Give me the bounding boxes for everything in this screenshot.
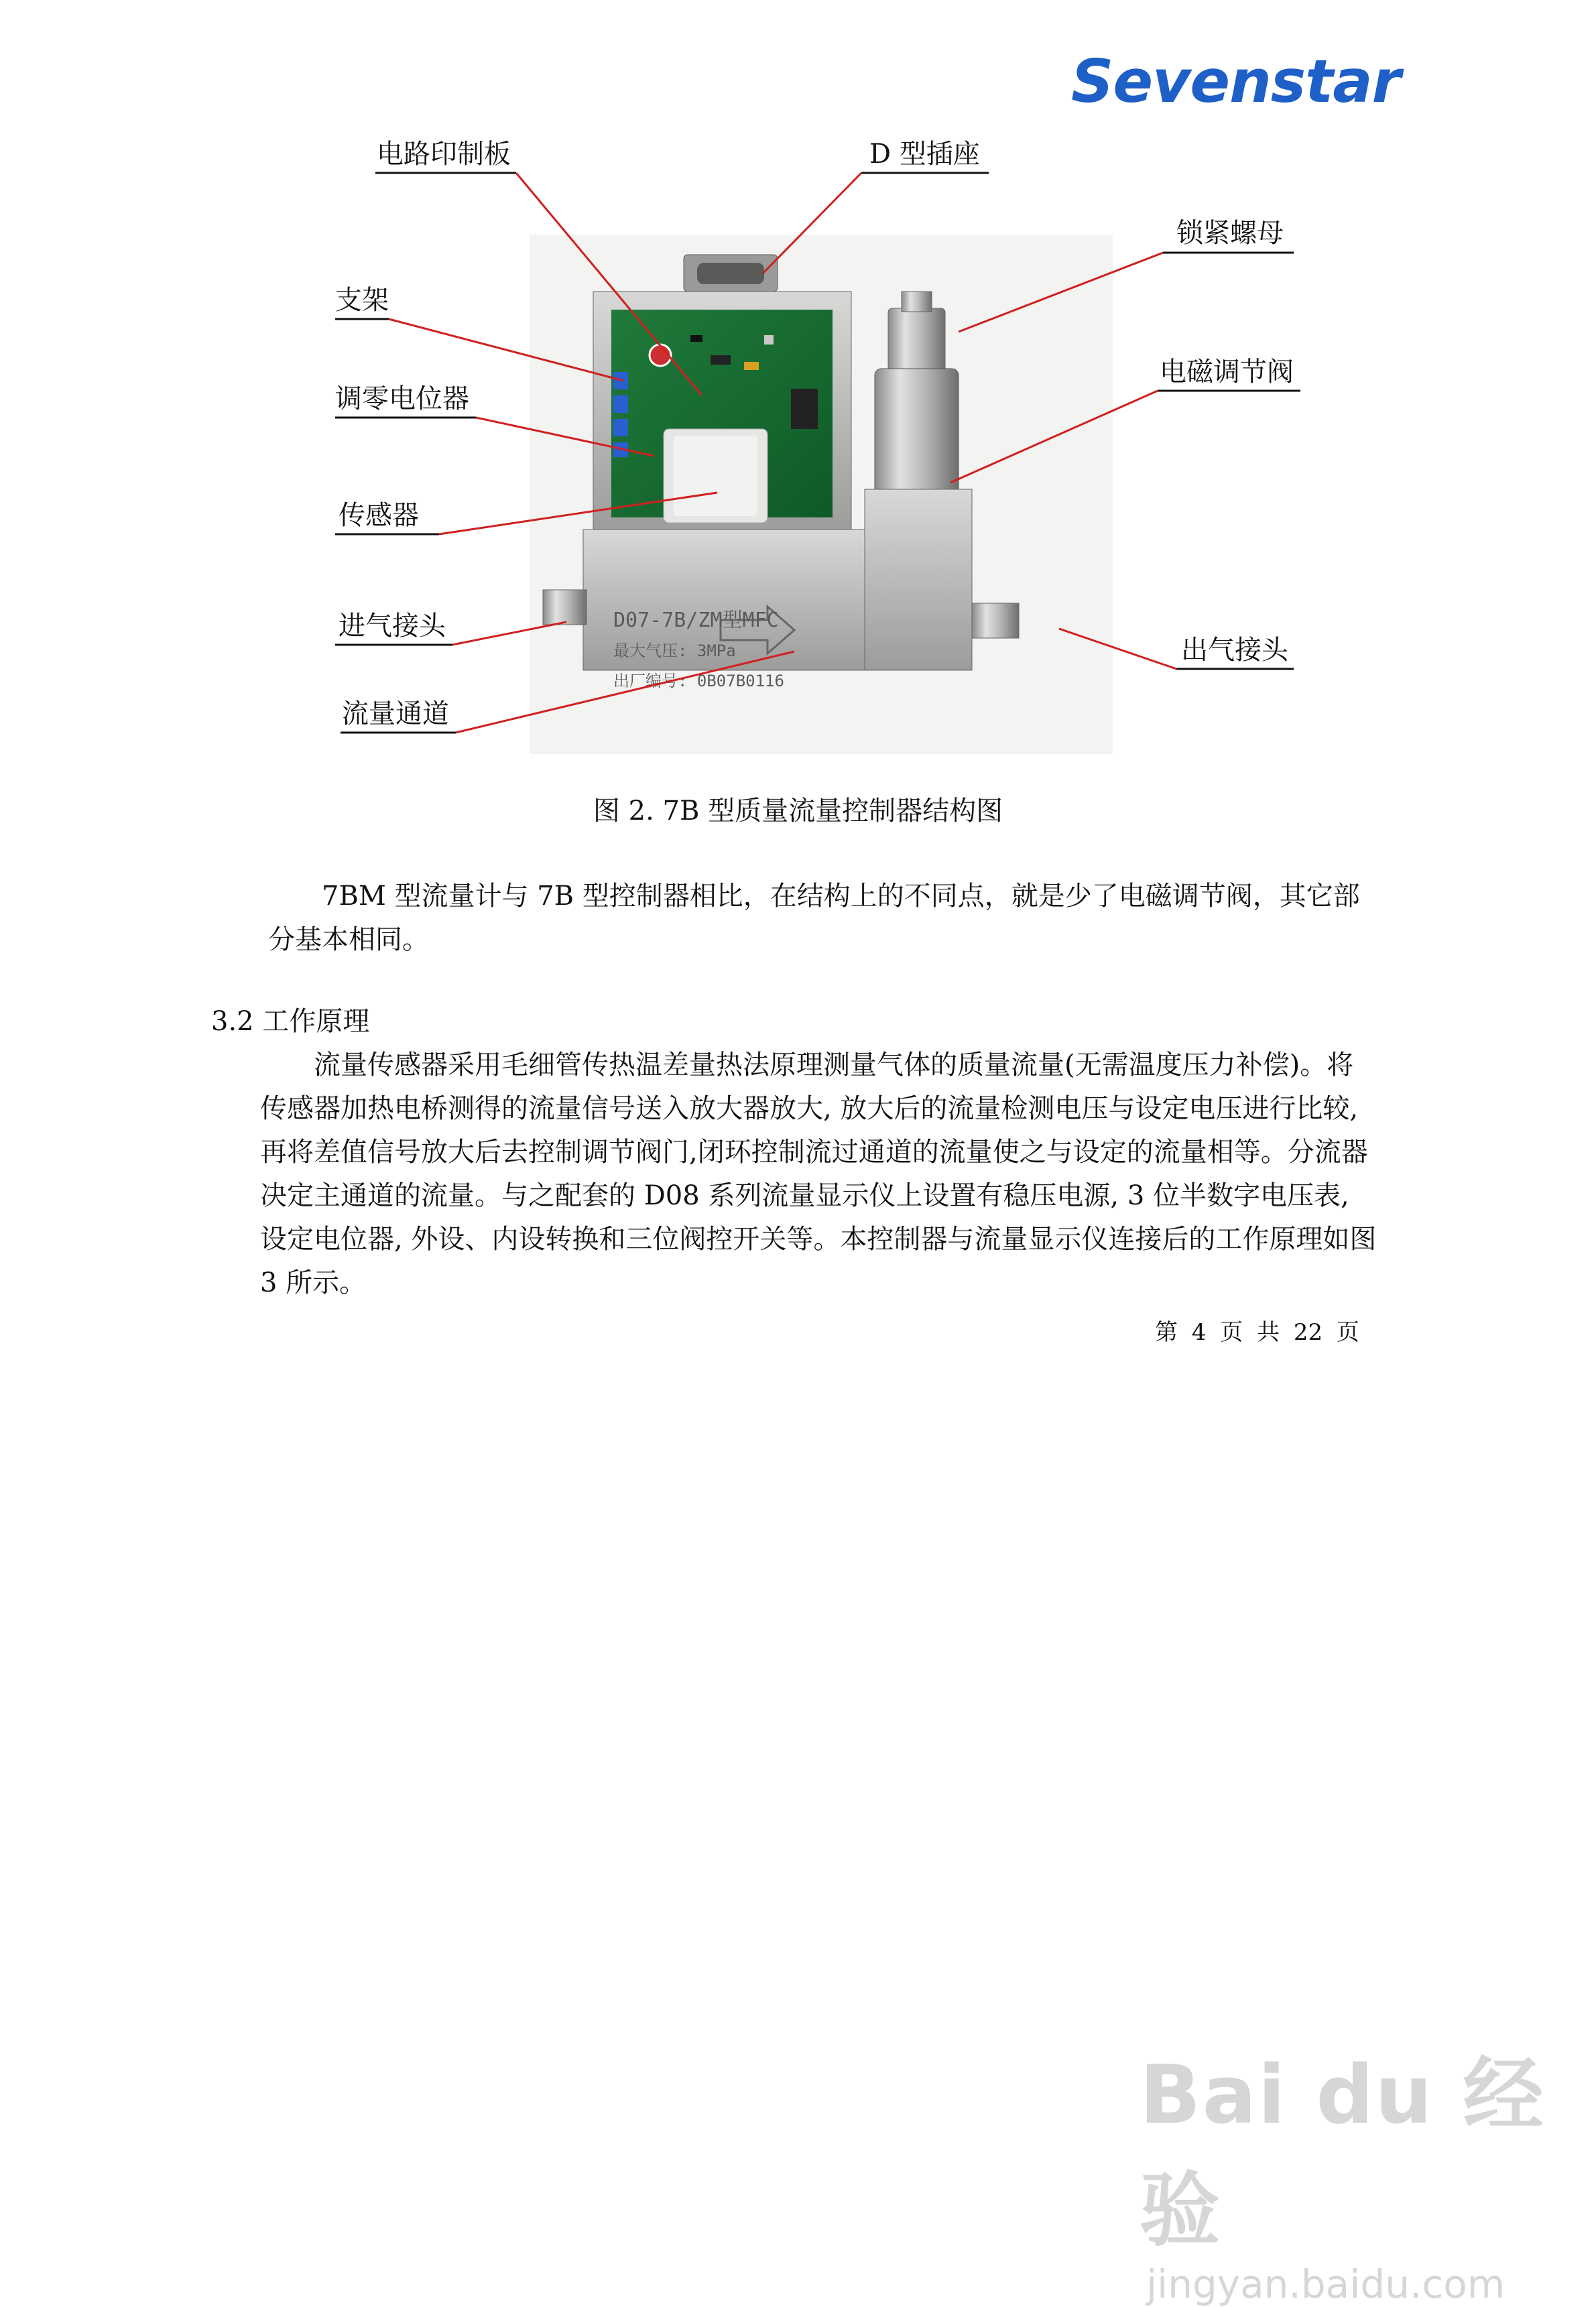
label-sensor: 传感器 [339, 500, 419, 531]
leader-pcb [516, 173, 702, 395]
leader-inlet [452, 622, 566, 645]
label-lock-nut: 锁紧螺母 [1176, 218, 1284, 249]
device-pressure-text: 最大气压: 3MPa [613, 641, 736, 660]
device-model-text: D07-7B/ZM型MFC [613, 609, 779, 632]
label-bracket: 支架 [335, 285, 389, 316]
watermark-url: jingyan.baidu.com [1146, 2261, 1506, 2307]
label-solenoid-valve: 电磁调节阀 [1160, 357, 1294, 387]
paragraph-7bm-comparison: 7BM 型流量计与 7B 型控制器相比，在结构上的不同点，就是少了电磁调节阀，其它部分基本相同。 [268, 881, 1360, 955]
leader-solenoid-valve [950, 391, 1158, 483]
leader-lines [0, 0, 1596, 804]
leader-d-socket [763, 173, 861, 273]
label-pcb: 电路印制板 [377, 139, 511, 170]
watermark-brand: Bai du 经验 [1140, 2049, 1545, 2257]
label-flow-channel: 流量通道 [342, 698, 449, 729]
label-d-socket: D 型插座 [869, 139, 980, 170]
label-outlet: 出气接头 [1181, 635, 1288, 666]
sevenstar-logo: Sevenstar [1071, 47, 1400, 116]
page-number: 第 4 页 共 22 页 [1155, 1319, 1359, 1346]
leader-lock-nut [959, 253, 1163, 332]
leader-zero-pot [476, 418, 654, 456]
label-inlet: 进气接头 [339, 611, 446, 641]
leader-flow-channel [456, 651, 794, 733]
paragraph-working-principle: 流量传感器采用毛细管传热温差量热法原理测量气体的质量流量(无需温度压力补偿)。将传感器加热电桥测得的流量信号送入放大器放大, 放大后的流量检测电压与设定电压进行比较, 再将差值信号放大后去控制调节阀门,闭环控制流过通道的流量使之与设定的流量相等。分流器决定主通道的流量。与之配套的 D08 系列流量显示仪上设置有稳压电源, 3 位半数字电压表, 设定电位器, 外设、内设转换和三位阀控开关等。本控制器与流量显示仪连接后的工作原理如图 3 所示。 [260, 1050, 1377, 1298]
leader-sensor [439, 493, 717, 534]
baidu-watermark [1140, 2031, 1596, 2307]
section-heading: 3.2 工作原理 [211, 1006, 370, 1037]
leader-outlet [1059, 629, 1176, 669]
device-serial-text: 出厂编号: 0B07B0116 [613, 672, 784, 690]
label-zero-pot: 调零电位器 [335, 383, 469, 414]
leader-bracket [389, 319, 623, 381]
figure-caption: 图 2. 7B 型质量流量控制器结构图 [593, 796, 1003, 826]
